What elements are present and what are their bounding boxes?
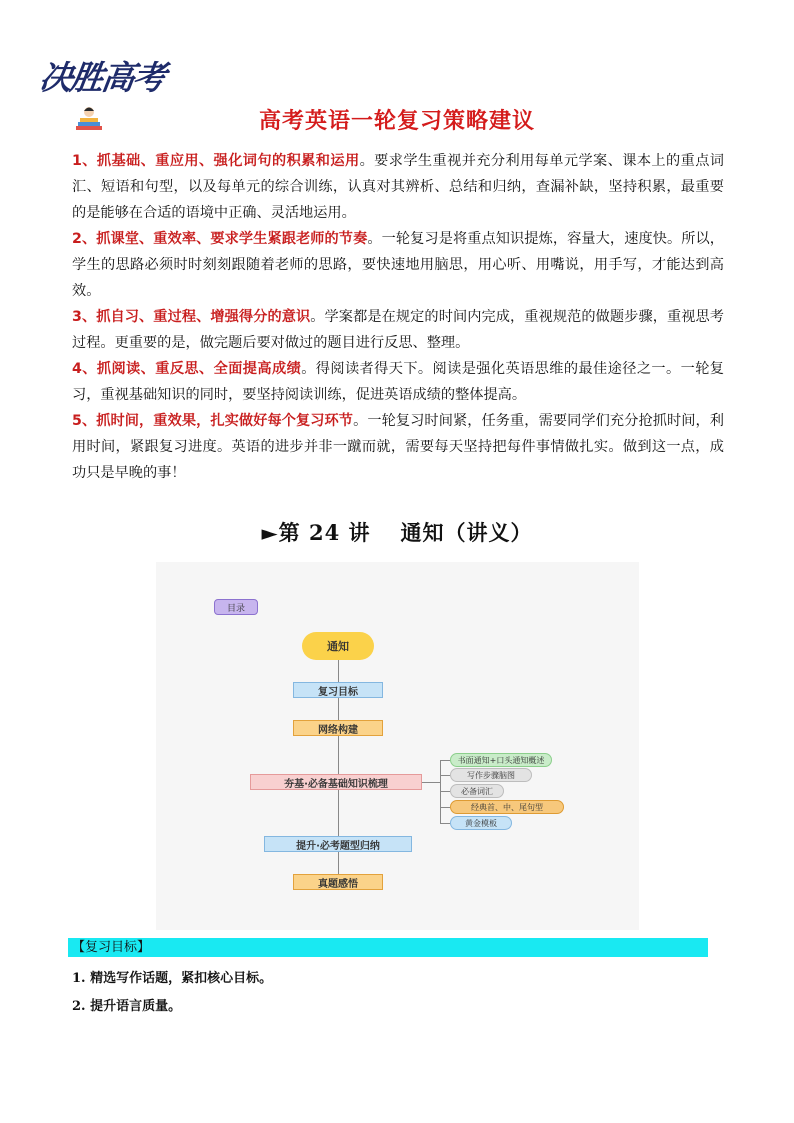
mindmap-sub-steps: 写作步骤脑图 [450,768,532,782]
mindmap-connector [440,823,450,824]
strategy-lead: 5、抓时间，重效果，扎实做好每个复习环节 [72,413,354,429]
mindmap-sub-overview: 书面通知+口头通知概述 [450,753,552,767]
strategy-item [72,226,724,304]
review-goal-item: 1. 精选写作话题，紧扣核心目标。 [72,971,273,986]
mindmap-connector [440,807,450,808]
mindmap-node-real: 真题感悟 [293,874,383,890]
mindmap-connector [440,760,450,761]
strategy-item [72,148,724,226]
mindmap-connector [338,660,339,682]
mindmap-sub-sentences: 经典首、中、尾句型 [450,800,564,814]
strategy-list [72,148,724,486]
lecture-topic: 通知（讲义） [400,520,533,545]
triangle-marker-icon: ► [261,520,279,545]
mindmap-node-network: 网络构建 [293,720,383,736]
mindmap-connector [440,775,450,776]
mindmap-connector [338,852,339,874]
mindmap-root: 通知 [302,632,374,660]
mindmap-tag-contents: 目录 [214,599,258,615]
mindmap-node-foundation: 夯基·必备基础知识梳理 [250,774,422,790]
lecture-number: 第 24 讲 [278,520,371,545]
strategy-body: 。要求学生重视并充分利用每单元学案、课本上的重点词汇、短语和句型，以及每单元的综合训练，认真对其辨析、总结和归纳，查漏补缺，坚持积累，最重要的是能够在合适的语境中正确、灵活地运用。 [72,153,724,221]
lecture-title [0,517,794,547]
strategy-lead: 2、抓课堂、重效率、要求学生紧跟老师的节奏 [72,231,368,247]
logo-brand-text: 决胜高考 [36,58,167,97]
mindmap-connector [338,790,339,836]
strategy-item [72,304,724,356]
strategy-item [72,356,724,408]
strategy-body: 。一轮复习时间紧，任务重，需要同学们充分抢抓时间，利用时间，紧跟复习进度。英语的进步并非一蹴而就，需要每天坚持把每件事情做扎实。做到这一点，成功只是早晚的事！ [72,413,724,481]
mindmap-connector [338,736,339,774]
mindmap-node-goal: 复习目标 [293,682,383,698]
mindmap-connector [440,791,450,792]
section-header-review-goals: 【复习目标】 [68,938,708,957]
strategy-lead: 3、抓自习、重过程、增强得分的意识 [72,309,311,325]
strategy-body: 。得阅读者得天下。阅读是强化英语思维的最佳途径之一。一轮复习，重视基础知识的同时，要坚持阅读训练，促进英语成绩的整体提高。 [72,361,724,403]
strategy-item [72,408,724,486]
document-title: 高考英语一轮复习策略建议 [258,109,535,134]
strategy-body: 。学案都是在规定的时间内完成，重视规范的做题步骤，重视思考过程。更重要的是，做完题后要对做过的题目进行反思、整理。 [72,309,724,351]
mindmap-node-improve: 提升·必考题型归纳 [264,836,412,852]
mindmap-sub-vocab: 必备词汇 [450,784,504,798]
strategy-lead: 4、抓阅读、重反思、全面提高成绩 [72,361,302,377]
review-goal-item: 2. 提升语言质量。 [72,999,182,1014]
strategy-lead: 1、抓基础、重应用、强化词句的积累和运用 [72,153,360,169]
mindmap-connector [338,698,339,720]
strategy-body: 。一轮复习是将重点知识提炼，容量大，速度快。所以，学生的思路必须时时刻刻跟随着老师的思路，要快速地用脑思，用心听、用嘴说，用手写，才能达到高效。 [72,231,724,299]
mindmap-connector [422,782,440,783]
mindmap-sub-template: 黄金模板 [450,816,512,830]
contents-mindmap [156,562,639,930]
